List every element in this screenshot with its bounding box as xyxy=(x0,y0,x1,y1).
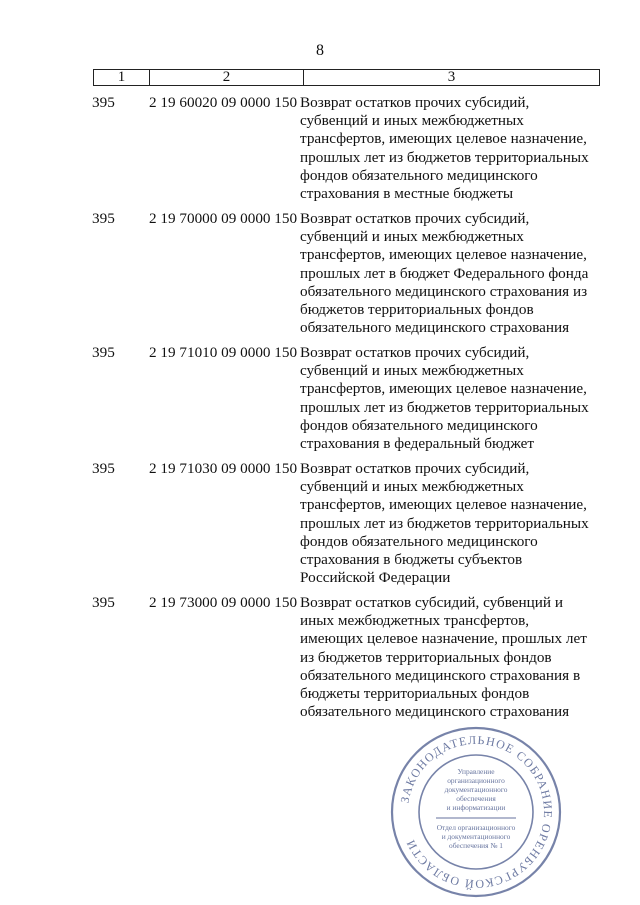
description-line: фондов обязательного медицинского xyxy=(300,416,538,434)
description-line: страхования в бюджеты субъектов xyxy=(300,551,523,569)
description-line: трансфертов, имеющих целевое назначение, xyxy=(300,246,587,264)
seal-line: обеспечения № 1 xyxy=(449,841,503,850)
seal-line: и документационного xyxy=(441,832,511,841)
description-line: обязательного медицинского страхования xyxy=(300,703,570,721)
official-seal-stamp xyxy=(386,722,566,902)
table-header xyxy=(93,69,600,86)
description-line: бюджетов территориальных фондов xyxy=(300,301,534,319)
description-line: имеющих целевое назначение, прошлых лет xyxy=(300,630,587,648)
description-line: из бюджетов территориальных фондов xyxy=(300,648,552,666)
code-description xyxy=(300,344,600,453)
description-line: субвенций и иных межбюджетных xyxy=(300,228,524,246)
budget-classification-code: 2 19 70000 09 0000 150 xyxy=(149,210,298,227)
seal-outer-ring xyxy=(392,728,560,896)
description-line: прошлых лет из бюджетов территориальных xyxy=(300,514,589,532)
admin-code: 395 xyxy=(92,94,115,111)
code-description xyxy=(300,594,600,721)
description-line: прошлых лет из бюджетов территориальных xyxy=(300,148,589,166)
description-line: обязательного медицинского страхования xyxy=(300,319,570,337)
svg-text:ЗАКОНОДАТЕЛЬНОЕ СОБРАНИЕ ОРЕНБ xyxy=(398,733,555,891)
description-line: трансфертов, имеющих целевое назначение, xyxy=(300,130,587,148)
description-line: прошлых лет из бюджетов территориальных xyxy=(300,398,589,416)
description-line: прошлых лет в бюджет Федерального фонда xyxy=(300,264,589,282)
page-number: 8 xyxy=(316,42,324,59)
admin-code: 395 xyxy=(92,344,115,361)
budget-classification-code: 2 19 71010 09 0000 150 xyxy=(149,344,298,361)
seal-line: Отдел организационного xyxy=(436,823,516,832)
budget-classification-code: 2 19 71030 09 0000 150 xyxy=(149,460,298,477)
budget-classification-code: 2 19 60020 09 0000 150 xyxy=(149,94,298,111)
description-line: субвенций и иных межбюджетных xyxy=(300,478,524,496)
admin-code: 395 xyxy=(92,210,115,227)
seal-ring-text: ЗАКОНОДАТЕЛЬНОЕ СОБРАНИЕ ОРЕНБУРГСКОЙ ОБЛАСТИ xyxy=(397,732,556,892)
description-line: Возврат остатков прочих субсидий, xyxy=(300,94,530,111)
description-line: Российской Федерации xyxy=(300,569,451,587)
description-line: субвенций и иных межбюджетных xyxy=(300,112,524,130)
code-description xyxy=(300,210,600,337)
header-col-2: 2 xyxy=(150,70,304,86)
description-line: трансфертов, имеющих целевое назначение, xyxy=(300,380,587,398)
description-line: субвенций и иных межбюджетных xyxy=(300,362,524,380)
description-line: страхования в федеральный бюджет xyxy=(300,435,535,453)
description-line: бюджеты территориальных фондов xyxy=(300,685,530,703)
seal-line: и информатизации xyxy=(446,803,506,812)
description-line: фондов обязательного медицинского xyxy=(300,166,538,184)
budget-classification-code: 2 19 73000 09 0000 150 xyxy=(149,594,298,611)
description-line: страхования в местные бюджеты xyxy=(300,185,514,203)
admin-code: 395 xyxy=(92,460,115,477)
description-line: Возврат остатков прочих субсидий, xyxy=(300,344,530,361)
admin-code: 395 xyxy=(92,594,115,611)
seal-line: Управление xyxy=(457,767,495,776)
description-line: обязательного медицинского страхования в xyxy=(300,666,581,684)
description-line: иных межбюджетных трансфертов, xyxy=(300,612,530,630)
seal-line: обеспечения xyxy=(456,794,496,803)
header-col-3: 3 xyxy=(304,70,600,86)
description-line: Возврат остатков прочих субсидий, xyxy=(300,210,530,227)
code-description xyxy=(300,94,600,203)
code-description xyxy=(300,460,600,587)
description-line: трансфертов, имеющих целевое назначение, xyxy=(300,496,587,514)
description-line: Возврат остатков прочих субсидий, xyxy=(300,460,530,477)
description-line: фондов обязательного медицинского xyxy=(300,532,538,550)
description-line: Возврат остатков субсидий, субвенций и xyxy=(300,594,563,611)
seal-line: документационного xyxy=(444,785,508,794)
description-line: обязательного медицинского страхования из xyxy=(300,282,588,300)
header-col-1: 1 xyxy=(94,70,150,86)
seal-line: организационного xyxy=(447,776,505,785)
